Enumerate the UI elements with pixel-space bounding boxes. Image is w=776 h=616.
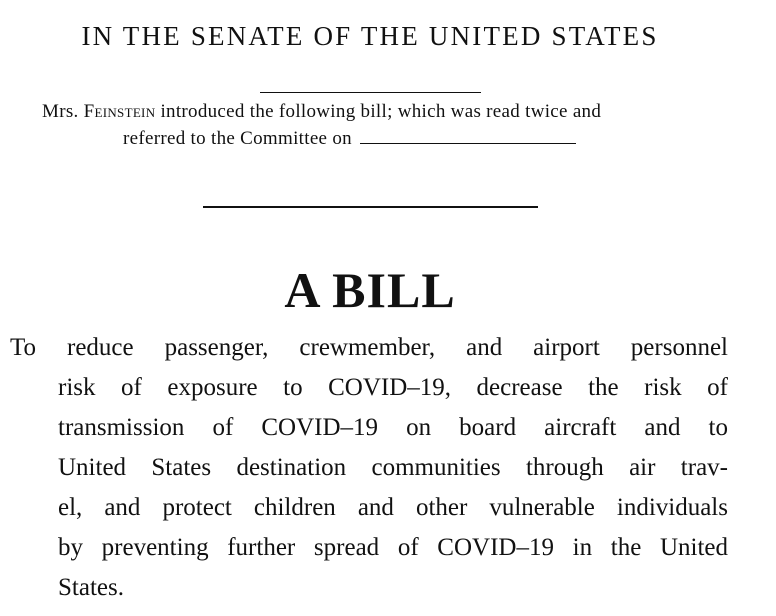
purpose-line: transmission of COVID–19 on board aircraft and to — [58, 414, 728, 441]
bill-purpose — [10, 328, 728, 608]
introduction-statement — [42, 98, 702, 152]
purpose-line: el, and protect children and other vulnerable individuals — [58, 494, 728, 521]
purpose-line: To reduce passenger, crewmember, and airport personnel — [10, 334, 728, 361]
chamber-heading: IN THE SENATE OF THE UNITED STATES — [81, 21, 659, 51]
purpose-line: risk of exposure to COVID–19, decrease the risk of — [58, 374, 728, 401]
introduction-text-1: introduced the following bill; which was read twice and — [155, 101, 602, 122]
introduction-line-2 — [42, 125, 702, 152]
top-divider — [260, 92, 481, 93]
introduction-line-1 — [42, 98, 702, 125]
introduction-text-2: referred to the Committee on — [123, 128, 352, 149]
purpose-line: United States destination communities through air trav- — [58, 454, 728, 481]
committee-blank — [360, 125, 576, 144]
middle-divider — [203, 206, 538, 208]
purpose-line: by preventing further spread of COVID–19 in the United — [58, 534, 728, 561]
bill-heading: A BILL — [284, 262, 456, 318]
sponsor-name: Feinstein — [83, 101, 156, 122]
sponsor-title: Mrs. — [42, 101, 84, 122]
purpose-line: States. — [58, 574, 124, 601]
